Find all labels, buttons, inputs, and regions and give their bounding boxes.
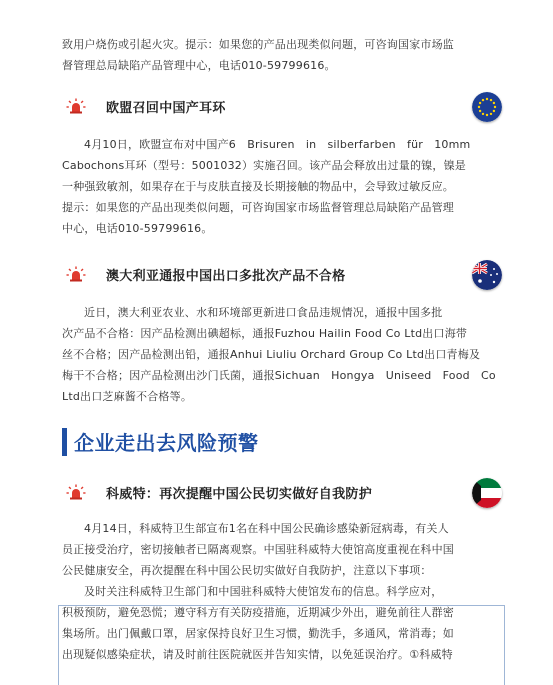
intro-paragraph <box>62 34 499 76</box>
text-line: 员正接受治疗，密切接触者已隔离观察。中国驻科威特大使馆高度重视在科中国 <box>62 543 454 556</box>
section-heading <box>62 426 362 456</box>
australia-flag-icon <box>472 260 502 290</box>
text-line: 次产品不合格：因产品检测出碘超标，通报Fuzhou Hailin Food Co Ltd出口海带 <box>62 327 468 340</box>
item-header-kuwait <box>62 478 502 508</box>
text-line: 提示：如果您的产品出现类似问题，可咨询国家市场监督管理总局缺陷产品管理 <box>62 201 454 214</box>
item-title: 欧盟召回中国产耳环 <box>106 101 226 116</box>
text-line: Ltd出口芝麻酱不合格等。 <box>62 390 193 403</box>
text-line: 出现疑似感染症状，请及时前往医院就医并告知实情，以免延误治疗。①科威特 <box>62 648 453 661</box>
text-line: Cabochons耳环（型号：5001032）实施召回。该产品会释放出过量的镍，镍是 <box>62 159 466 172</box>
text-line: 致用户烧伤或引起火灾。提示：如果您的产品出现类似问题，可咨询国家市场监 <box>62 38 454 51</box>
text-line: 积极预防，避免恐慌；遵守科方有关防疫措施，近期减少外出，避免前往人群密 <box>62 606 454 619</box>
text-line: 梅干不合格；因产品检测出沙门氏菌，通报Sichuan Hongya Uniseed Food Co <box>62 369 496 382</box>
alarm-light-icon <box>66 98 86 114</box>
eu-flag-icon <box>472 92 502 122</box>
text-line: 4月10日，欧盟宣布对中国产6 Brisuren in silberfarben für 10mm <box>84 138 471 151</box>
item-header-australia <box>62 260 502 290</box>
section-title: 企业走出去风险预警 <box>74 431 259 455</box>
kuwait-flag-icon <box>472 478 502 508</box>
item-title: 澳大利亚通报中国出口多批次产品不合格 <box>106 269 346 284</box>
text-line: 4月14日，科威特卫生部宣布1名在科中国公民确诊感染新冠病毒，有关人 <box>84 522 449 535</box>
item-body-australia <box>62 302 499 407</box>
item-body-eu <box>62 134 499 239</box>
text-line: 中心，电话010-59799616。 <box>62 222 213 235</box>
text-line: 近日，澳大利亚农业、水和环境部更新进口食品违规情况，通报中国多批 <box>84 306 443 319</box>
text-line: 一种强致敏剂，如果存在于与皮肤直接及长期接触的物品中，会导致过敏反应。 <box>62 180 454 193</box>
text-line: 及时关注科威特卫生部门和中国驻科威特大使馆发布的信息。科学应对， <box>84 585 443 598</box>
highlight-box <box>58 605 505 685</box>
item-title: 科威特：再次提醒中国公民切实做好自我防护 <box>106 487 373 502</box>
alarm-light-icon <box>66 266 86 282</box>
text-line: 集场所。出门佩戴口罩，居家保持良好卫生习惯，勤洗手，多通风，常消毒；如 <box>62 627 454 640</box>
alarm-light-icon <box>66 484 86 500</box>
text-line: 督管理总局缺陷产品管理中心，电话010-59799616。 <box>62 59 336 72</box>
text-line: 丝不合格；因产品检测出铅，通报Anhui Liuliu Orchard Group Co Ltd出口青梅及 <box>62 348 481 361</box>
section-accent-bar <box>62 428 67 456</box>
text-line: 公民健康安全，再次提醒在科中国公民切实做好自我防护，注意以下事项： <box>62 564 432 577</box>
item-header-eu <box>62 92 502 122</box>
